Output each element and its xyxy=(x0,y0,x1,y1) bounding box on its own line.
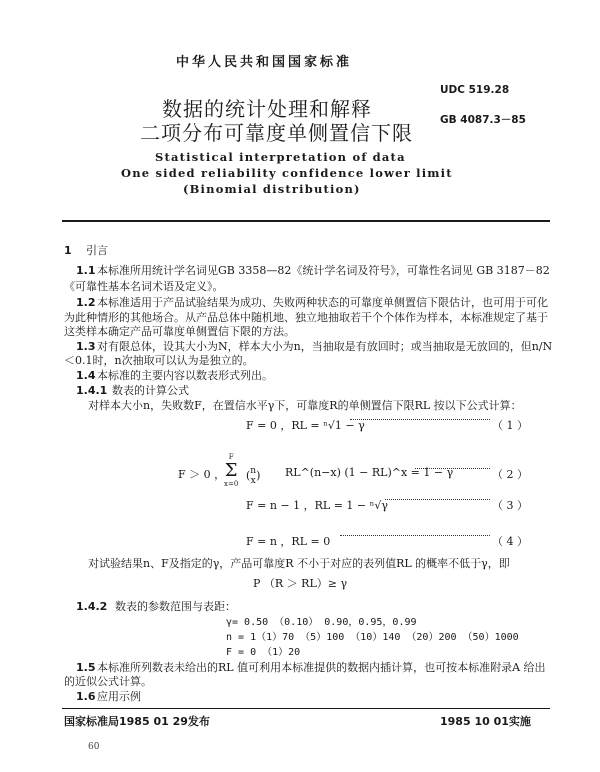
probability-expression: P （R ＞ RL）≥ γ xyxy=(253,577,348,590)
equation-4: F = n ，RL = 0 xyxy=(246,535,331,548)
equation-1: F = 0 ，RL = ⁿ√1 − γ xyxy=(246,419,365,432)
summation-symbol: F Σ x=0 xyxy=(224,453,239,488)
page-number: 60 xyxy=(88,742,100,752)
clause-1-4-text: 本标准的主要内容以数表形式列出。 xyxy=(97,369,273,382)
section-number: 1 xyxy=(64,244,72,257)
footer-divider xyxy=(62,708,550,709)
standard-header: 中华人民共和国国家标准 xyxy=(176,55,353,70)
title-en-line3: (Binomial distribution) xyxy=(183,182,361,196)
equation-2-right: RL^(n−x) (1 − RL)^x = 1 − γ xyxy=(285,466,454,479)
title-cn-line1: 数据的统计处理和解释 xyxy=(162,97,372,121)
probability-statement: 对试验结果n、F及指定的γ，产品可靠度R 不小于对应的表列值RL 的概率不低于γ，即 xyxy=(88,557,510,570)
equation-1-leader xyxy=(350,419,490,420)
clause-1-5-line1: 本标准所列数表未给出的RL 值可利用本标准提供的数据内插计算，也可按本标准附录A 给出 xyxy=(97,661,546,674)
clause-1-6-text: 应用示例 xyxy=(97,690,141,703)
equation-3-leader xyxy=(385,499,490,500)
clause-1-5-number: 1.5 xyxy=(76,661,96,674)
clause-1-1-line1: 本标准所用统计学名词见GB 3358—82《统计学名词及符号》，可靠性名词见 GB 3187－82 xyxy=(97,264,550,277)
clause-1-5-line2: 的近似公式计算。 xyxy=(64,675,152,688)
clause-1-1-number: 1.1 xyxy=(76,264,96,277)
clause-1-4-2-number: 1.4.2 xyxy=(76,600,108,613)
parameter-F: F = 0 （1）20 xyxy=(226,647,301,658)
clause-1-4-number: 1.4 xyxy=(76,369,96,382)
gb-code: GB 4087.3－85 xyxy=(440,114,526,126)
clause-1-4-1-body: 对样本大小n，失败数F，在置信水平γ下，可靠度R的单侧置信下限RL 按以下公式计算： xyxy=(88,399,522,412)
equation-2-left: F ＞ 0 ， xyxy=(178,468,226,481)
equation-3-number: （ 3 ） xyxy=(492,499,528,512)
equation-3: F = n − 1 ，RL = 1 − ⁿ√γ xyxy=(246,499,388,512)
equation-2-number: （ 2 ） xyxy=(492,468,528,481)
issue-date: 国家标准局1985 01 29发布 xyxy=(64,715,210,728)
title-cn-line2: 二项分布可靠度单侧置信下限 xyxy=(140,121,413,145)
equation-1-number: （ 1 ） xyxy=(492,419,528,432)
equation-2-leader xyxy=(415,468,490,469)
parameter-n: n = 1（1）70 （5）100 （10）140 （20）200 （50）1000 xyxy=(226,632,519,643)
clause-1-4-1-number: 1.4.1 xyxy=(76,384,108,397)
section-heading: 引言 xyxy=(86,244,108,257)
title-en-line1: Statistical interpretation of data xyxy=(155,150,406,164)
header-divider xyxy=(62,220,550,222)
clause-1-3-number: 1.3 xyxy=(76,340,96,353)
clause-1-1-line2: 《可靠性基本名词术语及定义》。 xyxy=(64,280,224,293)
udc-code: UDC 519.28 xyxy=(440,84,510,96)
effective-date: 1985 10 01实施 xyxy=(440,715,531,728)
clause-1-4-2-text: 数表的参数范围与表距： xyxy=(115,600,236,613)
clause-1-2-number: 1.2 xyxy=(76,296,96,309)
clause-1-3-line1: 对有限总体，设其大小为N，样本大小为n，当抽取是有放回时；或当抽取是无放回的，但n/N xyxy=(97,340,553,353)
equation-4-number: （ 4 ） xyxy=(492,535,528,548)
clause-1-4-1-text: 数表的计算公式 xyxy=(112,384,189,397)
parameter-gamma: γ= 0.50 （0.10） 0.90，0.95，0.99 xyxy=(226,617,417,628)
clause-1-2-line1: 本标准适用于产品试验结果为成功、失败两种状态的可靠度单侧置信下限估计，也可用于可化 xyxy=(97,296,548,309)
clause-1-2-line3: 这类样本确定产品可靠度单侧置信下限的方法。 xyxy=(64,325,295,338)
clause-1-6-number: 1.6 xyxy=(76,690,96,703)
clause-1-2-line2: 为此种情形的其他场合。从产品总体中随机地、独立地抽取若干个个体作为样本，本标准规定了基于 xyxy=(64,311,548,324)
clause-1-3-line2: ＜0.1时，n次抽取可以认为是独立的。 xyxy=(64,354,254,367)
title-en-line2: One sided reliability confidence lower limit xyxy=(121,166,453,180)
binomial-coefficient: (n x) xyxy=(246,466,261,486)
equation-4-leader xyxy=(340,535,490,536)
